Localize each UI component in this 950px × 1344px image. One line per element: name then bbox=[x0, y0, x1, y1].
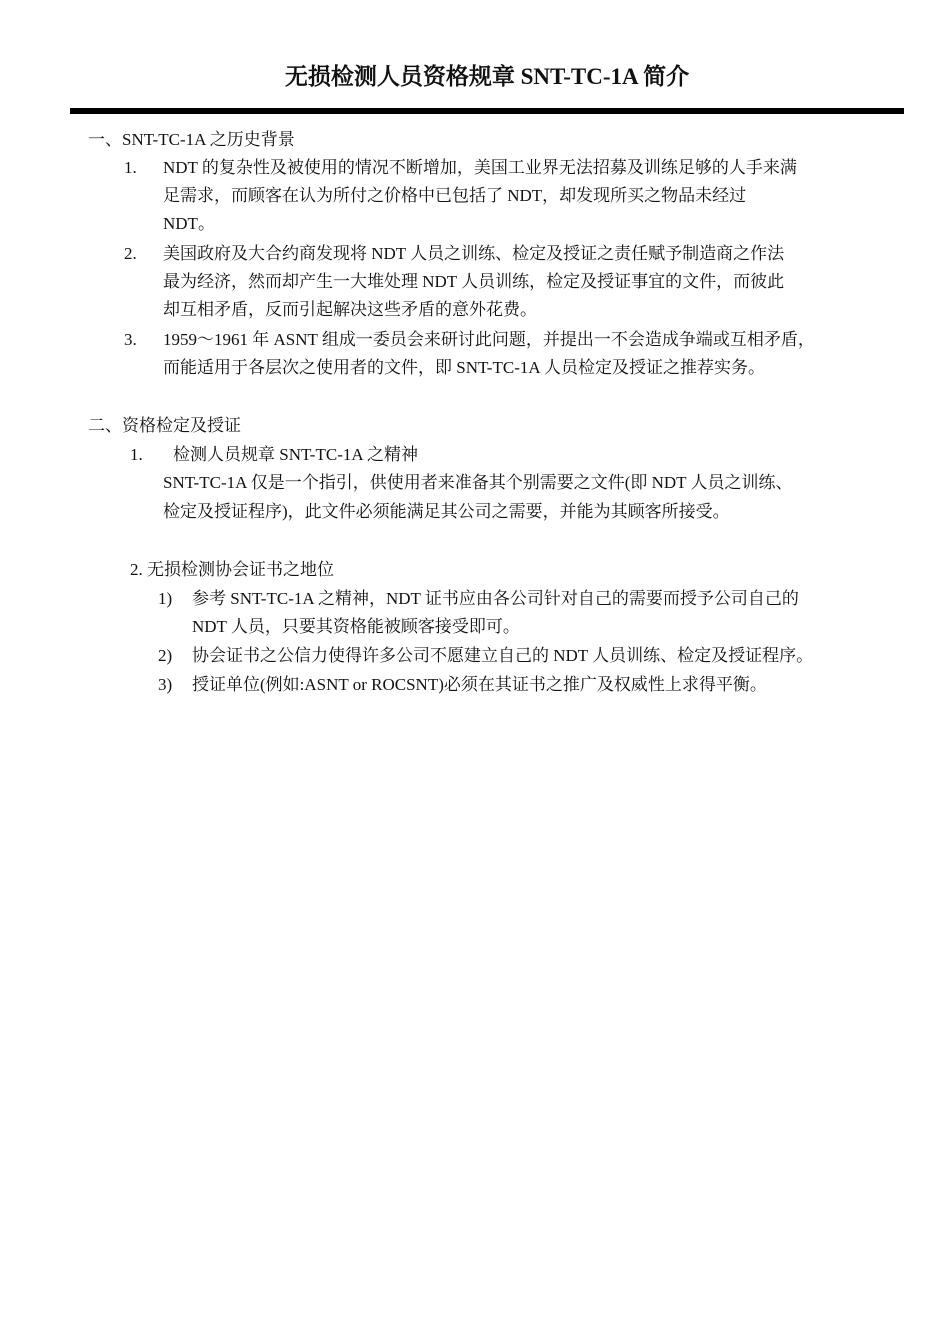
section-1-item-3-line-1: 1959～1961 年 ASNT 组成一委员会来研讨此问题，并提出一不会造成争端或互相矛盾， bbox=[163, 330, 815, 349]
section-1-item-1-line-1: NDT 的复杂性及被使用的情况不断增加，美国工业界无法招募及训练足够的人手来满 bbox=[163, 158, 797, 177]
section-2-sub-2-title: 2. 无损检测协会证书之地位 bbox=[130, 560, 334, 579]
section-2-sub-2-item-1-line-1: 参考 SNT-TC-1A 之精神，NDT 证书应由各公司针对自己的需要而授予公司自己的 bbox=[192, 589, 799, 608]
section-2-sub-2-item-1-line-2: NDT 人员，只要其资格能被顾客接受即可。 bbox=[192, 617, 520, 636]
section-2-sub-1-line-2: 检定及授证程序)，此文件必须能满足其公司之需要，并能为其顾客所接受。 bbox=[163, 502, 730, 521]
section-1-item-2-line-2: 最为经济，然而却产生一大堆处理 NDT 人员训练，检定及授证事宜的文件，而彼此 bbox=[163, 272, 785, 291]
section-2-sub-1-line-1: SNT-TC-1A 仅是一个指引，供使用者来准备其个别需要之文件(即 NDT 人员之训练、 bbox=[163, 473, 793, 492]
section-1-item-3-number: 3. bbox=[124, 330, 137, 349]
section-1-item-1-line-2: 足需求，而顾客在认为所付之价格中已包括了 NDT，却发现所买之物品未经过 bbox=[163, 186, 747, 205]
section-2-sub-1-number: 1. bbox=[130, 445, 143, 464]
section-1-item-1-number: 1. bbox=[124, 158, 137, 177]
section-2-sub-2-item-2-number: 2) bbox=[158, 646, 173, 665]
document-title: 无损检测人员资格规章 SNT-TC-1A 简介 bbox=[284, 64, 690, 89]
section-2-sub-2-item-2-line-1: 协会证书之公信力使得许多公司不愿建立自己的 NDT 人员训练、检定及授证程序。 bbox=[192, 646, 814, 665]
section-1-item-1-line-3: NDT。 bbox=[163, 214, 215, 233]
section-2-sub-2-item-1-number: 1) bbox=[158, 589, 173, 608]
section-1-item-2-line-1: 美国政府及大合约商发现将 NDT 人员之训练、检定及授证之责任赋予制造商之作法 bbox=[163, 244, 785, 263]
title-underline-rule bbox=[70, 108, 904, 114]
section-2-sub-1-title: 检测人员规章 SNT-TC-1A 之精神 bbox=[173, 445, 418, 464]
section-1-item-3-line-2: 而能适用于各层次之使用者的文件，即 SNT-TC-1A 人员检定及授证之推荐实务。 bbox=[163, 358, 765, 377]
section-2-heading: 二、资格检定及授证 bbox=[88, 416, 241, 435]
section-2-sub-2-item-3-line-1: 授证单位(例如:ASNT or ROCSNT)必须在其证书之推广及权威性上求得平衡。 bbox=[192, 675, 767, 694]
section-1-item-2-line-3: 却互相矛盾，反而引起解决这些矛盾的意外花费。 bbox=[163, 300, 537, 319]
section-1-item-2-number: 2. bbox=[124, 244, 137, 263]
section-1-heading: 一、SNT-TC-1A 之历史背景 bbox=[88, 130, 295, 149]
section-2-sub-2-item-3-number: 3) bbox=[158, 675, 173, 694]
